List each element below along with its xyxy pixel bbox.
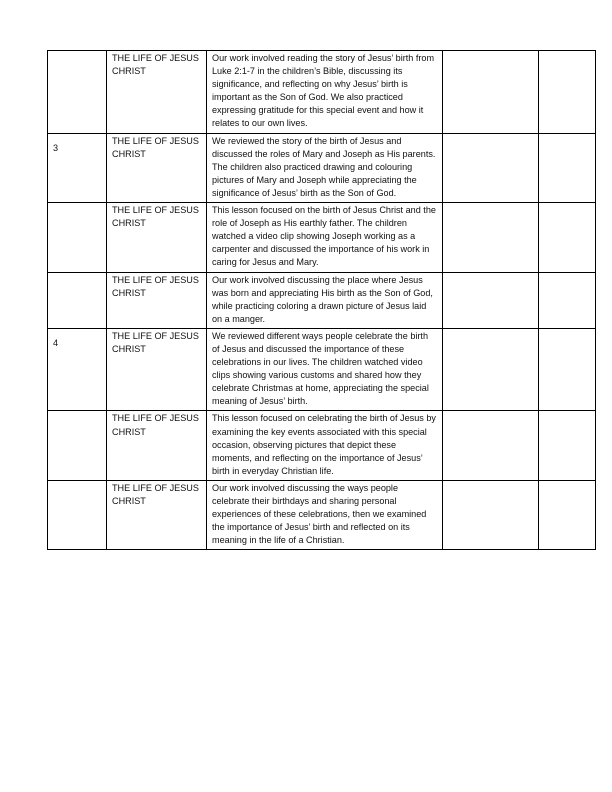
description-cell: Our work involved reading the story of Jesus’ birth from Luke 2:1-7 in the children’s Bible, discussing its significance, and reflecting on why Jesus’ birth is important as the Son of God. We also practiced expressing gratitude for this special event and how it relates to our own lives. (207, 51, 443, 134)
topic-cell: THE LIFE OF JESUS CHRIST (107, 411, 207, 480)
table-row (48, 203, 596, 272)
empty-cell (539, 328, 596, 411)
description-cell: We reviewed the story of the birth of Jesus and discussed the roles of Mary and Joseph as His parents. The children also practiced drawing and colouring pictures of Mary and Joseph while appreciating the significance of Jesus’ birth as the Son of God. (207, 133, 443, 202)
topic-cell: THE LIFE OF JESUS CHRIST (107, 328, 207, 411)
empty-cell (539, 51, 596, 134)
description-cell: We reviewed different ways people celebrate the birth of Jesus and discussed the importance of these celebrations in our lives. The children watched video clips showing various customs and shared how they celebrate Christmas at home, appreciating the special meaning of Jesus’ birth. (207, 328, 443, 411)
week-cell: 3 (48, 133, 107, 202)
week-cell (48, 272, 107, 328)
description-cell: This lesson focused on the birth of Jesus Christ and the role of Joseph as His earthly father. The children watched a video clip showing Joseph working as a carpenter and discussed the importance of his work in caring for Jesus and Mary. (207, 203, 443, 272)
empty-cell (539, 272, 596, 328)
week-cell (48, 51, 107, 134)
table-row (48, 328, 596, 411)
table-row (48, 272, 596, 328)
empty-cell (443, 51, 539, 134)
lesson-table (47, 50, 596, 550)
table-row (48, 51, 596, 134)
topic-cell: THE LIFE OF JESUS CHRIST (107, 480, 207, 549)
empty-cell (443, 328, 539, 411)
empty-cell (539, 203, 596, 272)
week-cell (48, 411, 107, 480)
topic-cell: THE LIFE OF JESUS CHRIST (107, 272, 207, 328)
description-cell: Our work involved discussing the ways people celebrate their birthdays and sharing personal experiences of these celebrations, then we examined the importance of Jesus’ birth and reflected on its meaning in the life of a Christian. (207, 480, 443, 549)
empty-cell (539, 480, 596, 549)
empty-cell (443, 480, 539, 549)
table-row (48, 133, 596, 202)
description-cell: Our work involved discussing the place where Jesus was born and appreciating His birth as the Son of God, while practicing coloring a drawn picture of Jesus laid on a manger. (207, 272, 443, 328)
empty-cell (539, 411, 596, 480)
week-cell (48, 203, 107, 272)
table-row (48, 480, 596, 549)
empty-cell (443, 133, 539, 202)
table-row (48, 411, 596, 480)
empty-cell (539, 133, 596, 202)
empty-cell (443, 272, 539, 328)
description-cell: This lesson focused on celebrating the birth of Jesus by examining the key events associated with this special occasion, observing pictures that depict these moments, and reflecting on the importance of Jesus’ birth in everyday Christian life. (207, 411, 443, 480)
topic-cell: THE LIFE OF JESUS CHRIST (107, 203, 207, 272)
topic-cell: THE LIFE OF JESUS CHRIST (107, 133, 207, 202)
week-cell: 4 (48, 328, 107, 411)
topic-cell: THE LIFE OF JESUS CHRIST (107, 51, 207, 134)
week-cell (48, 480, 107, 549)
empty-cell (443, 203, 539, 272)
empty-cell (443, 411, 539, 480)
